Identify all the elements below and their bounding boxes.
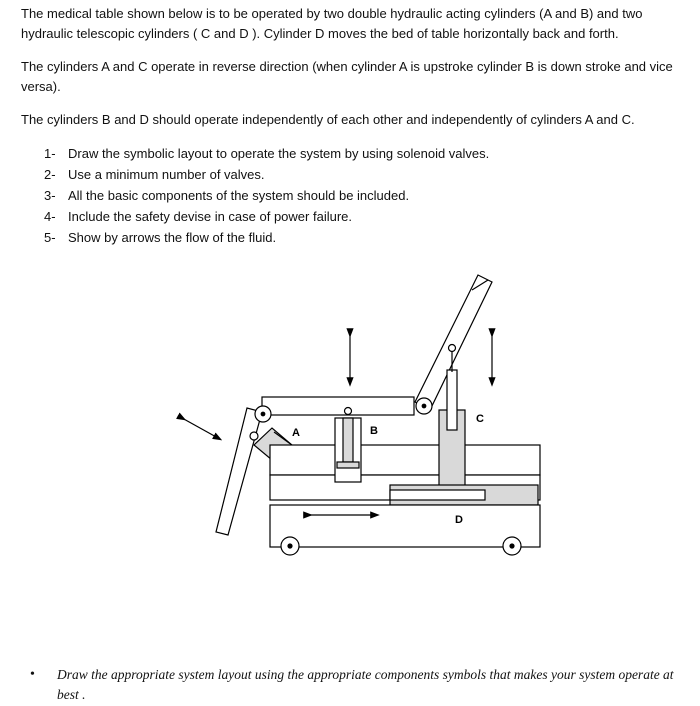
list-item-text: Show by arrows the flow of the fluid. [68,230,277,245]
list-item-number: 2- [44,167,56,182]
bottom-note-text: Draw the appropriate system layout using the appropriate components symbols that makes your system operate at best . [57,667,674,702]
cylinder-b [335,408,361,483]
list-item-text: Include the safety devise in case of power failure. [68,209,352,224]
paragraph-independent: The cylinders B and D should operate independently of each other and independently of cylinders A and C. [21,112,635,127]
requirements-list [44,143,489,248]
list-item-text: Draw the symbolic layout to operate the system by using solenoid valves. [68,146,490,161]
list-item [44,185,489,206]
base-frame [270,505,540,547]
bottom-note [30,665,695,705]
list-item [44,227,489,248]
list-item [44,206,489,227]
paragraph-description: The medical table shown below is to be operated by two double hydraulic acting cylinders (A and B) and two hydraulic telescopic cylinders ( C and D ). Cylinder D moves the bed of table horizontally back and forth. [21,6,643,41]
paragraph-reverse-direction: The cylinders A and C operate in reverse direction (when cylinder A is upstroke cylinder B is down stroke and vice versa). [21,59,673,94]
list-item [44,164,489,185]
label-d: D [455,514,463,526]
list-item-number: 4- [44,209,56,224]
label-b: B [370,425,378,437]
cylinder-d [390,485,538,505]
list-item-number: 5- [44,230,56,245]
list-item-number: 3- [44,188,56,203]
bullet-icon: • [30,667,35,682]
upper-frame [262,397,414,415]
list-item-text: All the basic components of the system should be included. [68,188,410,203]
list-item [44,143,489,164]
arrow-diagonal [182,418,218,438]
table-bed [270,445,540,475]
label-c: C [476,413,484,425]
medical-table-figure [170,260,550,560]
label-a: A [292,427,300,439]
list-item-text: Use a minimum number of valves. [68,167,265,182]
left-tilt-leg [216,408,262,535]
list-item-number: 1- [44,146,56,161]
